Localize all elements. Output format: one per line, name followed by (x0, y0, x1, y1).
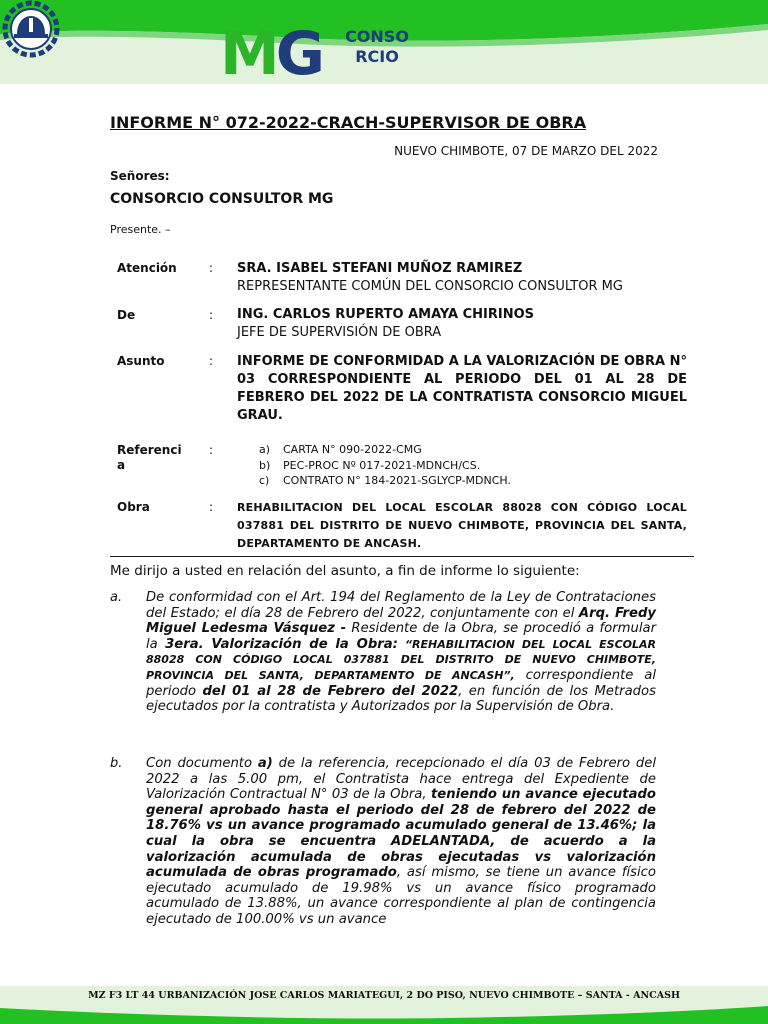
para-b-text: de la referencia, recepcionado el día 03 de Febrero del 2022 a las 5.00 pm, el Contratista hace entrega del Expediente de Valorización Contractual N° 03 de la Obra, (146, 756, 656, 803)
reference-item (259, 458, 511, 474)
para-a-text: , en función de los Metrados ejecutados por la contratista y Autorizados por la Supervisión de Obra. (146, 683, 656, 715)
para-b-text: Con documento (146, 756, 258, 771)
referencia-label (117, 443, 182, 473)
para-a-bold: del 01 al 28 de Febrero del 2022 (202, 683, 459, 699)
para-a-text: correspondiente al periodo (146, 667, 656, 699)
footer-address: MZ F3 LT 44 URBANIZACIÓN JOSE CARLOS MARIATEGUI, 2 DO PISO, NUEVO CHIMBOTE – SANTA - ANCASH (88, 990, 680, 1001)
para-b (146, 756, 656, 928)
reference-text: PEC-PROC Nº 017-2021-MDNCH/CS. (283, 458, 481, 472)
reference-text: CARTA N° 090-2022-CMG (283, 443, 422, 456)
conso-line-2: RCIO (355, 47, 399, 66)
reference-letter: a) (259, 443, 271, 456)
letterhead-header (0, 0, 768, 84)
para-b-letter: b. (110, 756, 123, 771)
atencion-name: SRA. ISABEL STEFANI MUÑOZ RAMIREZ (237, 261, 523, 276)
salutation: Señores: (110, 169, 170, 183)
hard-hat-gear-icon (0, 0, 62, 58)
para-a-bold: Arq. Fredy Miguel Ledesma Vásquez - (146, 605, 656, 637)
obra-label: Obra (117, 500, 150, 514)
de-label: De (117, 308, 136, 322)
de-colon: : (209, 308, 214, 322)
para-b-bold: a) (257, 756, 273, 771)
para-a (146, 590, 656, 715)
conso-line-1: CONSO (345, 27, 409, 46)
mg-logo (220, 19, 321, 84)
para-a-text: De conformidad con el Art. 194 del Reglamento de la Ley de Contrataciones del Estado; el día 28 de Febrero del 2022, conjuntamente con el (146, 590, 656, 621)
intro-paragraph: Me dirijo a usted en relación del asunto, a fin de informe lo siguiente: (110, 563, 580, 579)
asunto-text: INFORME DE CONFORMIDAD A LA VALORIZACIÓN DE OBRA N° 03 CORRESPONDIENTE AL PERIODO DEL 01 AL 28 DE FEBRERO DEL 2022 DE LA CONTRATISTA CONSORCIO MIGUEL GRAU. (237, 354, 687, 423)
divider-line (110, 556, 694, 557)
referencia-colon: : (209, 443, 214, 457)
referencia-label-line2: a (117, 458, 126, 472)
atencion-value (237, 260, 687, 296)
obra-colon: : (209, 500, 214, 514)
consorcio-logo-text (336, 27, 418, 67)
asunto-colon: : (209, 354, 214, 368)
report-date: NUEVO CHIMBOTE, 07 DE MARZO DEL 2022 (394, 144, 658, 158)
reference-letter: c) (259, 474, 270, 487)
reference-item (259, 473, 511, 489)
asunto-label: Asunto (117, 354, 165, 368)
logo-letter-g: G (275, 19, 321, 84)
para-a-text: Residente de la Obra, se procedió a formular la (146, 621, 657, 652)
para-a-letter: a. (110, 590, 123, 605)
reference-list (259, 442, 511, 489)
referencia-label-line1: Referenci (117, 443, 182, 457)
de-name: ING. CARLOS RUPERTO AMAYA CHIRINOS (237, 307, 535, 322)
recipient-name: CONSORCIO CONSULTOR MG (110, 191, 334, 207)
reference-item (259, 442, 511, 458)
atencion-role: REPRESENTANTE COMÚN DEL CONSORCIO CONSULTOR MG (237, 279, 623, 294)
reference-letter: b) (259, 458, 271, 472)
para-b-bold: teniendo un avance ejecutado general aprobado hasta el periodo del 28 de febrero del 2022 de 18.76% vs un avance programado acumulado general de 13.46%; la cual la obra se encuentra ADELANTADA, de acuerdo a la valorización acumulada de obras ejecutadas vs valorización acumulada de obras programado (146, 787, 656, 881)
atencion-colon: : (209, 261, 214, 275)
report-title: INFORME N° 072-2022-CRACH-SUPERVISOR DE OBRA (110, 113, 587, 132)
logo-letter-m: M (220, 19, 276, 84)
reference-text: CONTRATO N° 184-2021-SGLYCP-MDNCH. (283, 474, 511, 487)
para-a-bold: 3era. Valorización de la Obra: (165, 636, 398, 652)
obra-text: REHABILITACION DEL LOCAL ESCOLAR 88028 CON CÓDIGO LOCAL 037881 DEL DISTRITO DE NUEVO CHIMBOTE, PROVINCIA DEL SANTA, DEPARTAMENTO DE ANCASH. (237, 501, 687, 550)
letterhead-footer (0, 986, 768, 1024)
presente-text: Presente. – (110, 223, 171, 236)
atencion-label: Atención (117, 261, 177, 275)
para-b-text: , así mismo, se tiene un avance físico ejecutado acumulado de 19.98% vs un avance físico programado acumulado de 13.88%, un avance correspondiente al plan de contingencia ejecutado de 100.00% vs un avance (146, 865, 657, 927)
de-role: JEFE DE SUPERVISIÓN DE OBRA (237, 325, 442, 340)
para-a-project-name: “REHABILITACION DEL LOCAL ESCOLAR 88028 CON CÓDIGO LOCAL 037881 DEL DISTRITO DE NUEVO CHIMBOTE, PROVINCIA DEL SANTA, DEPARTAMENTO DE ANCASH”, (146, 637, 656, 682)
de-value (237, 306, 687, 342)
